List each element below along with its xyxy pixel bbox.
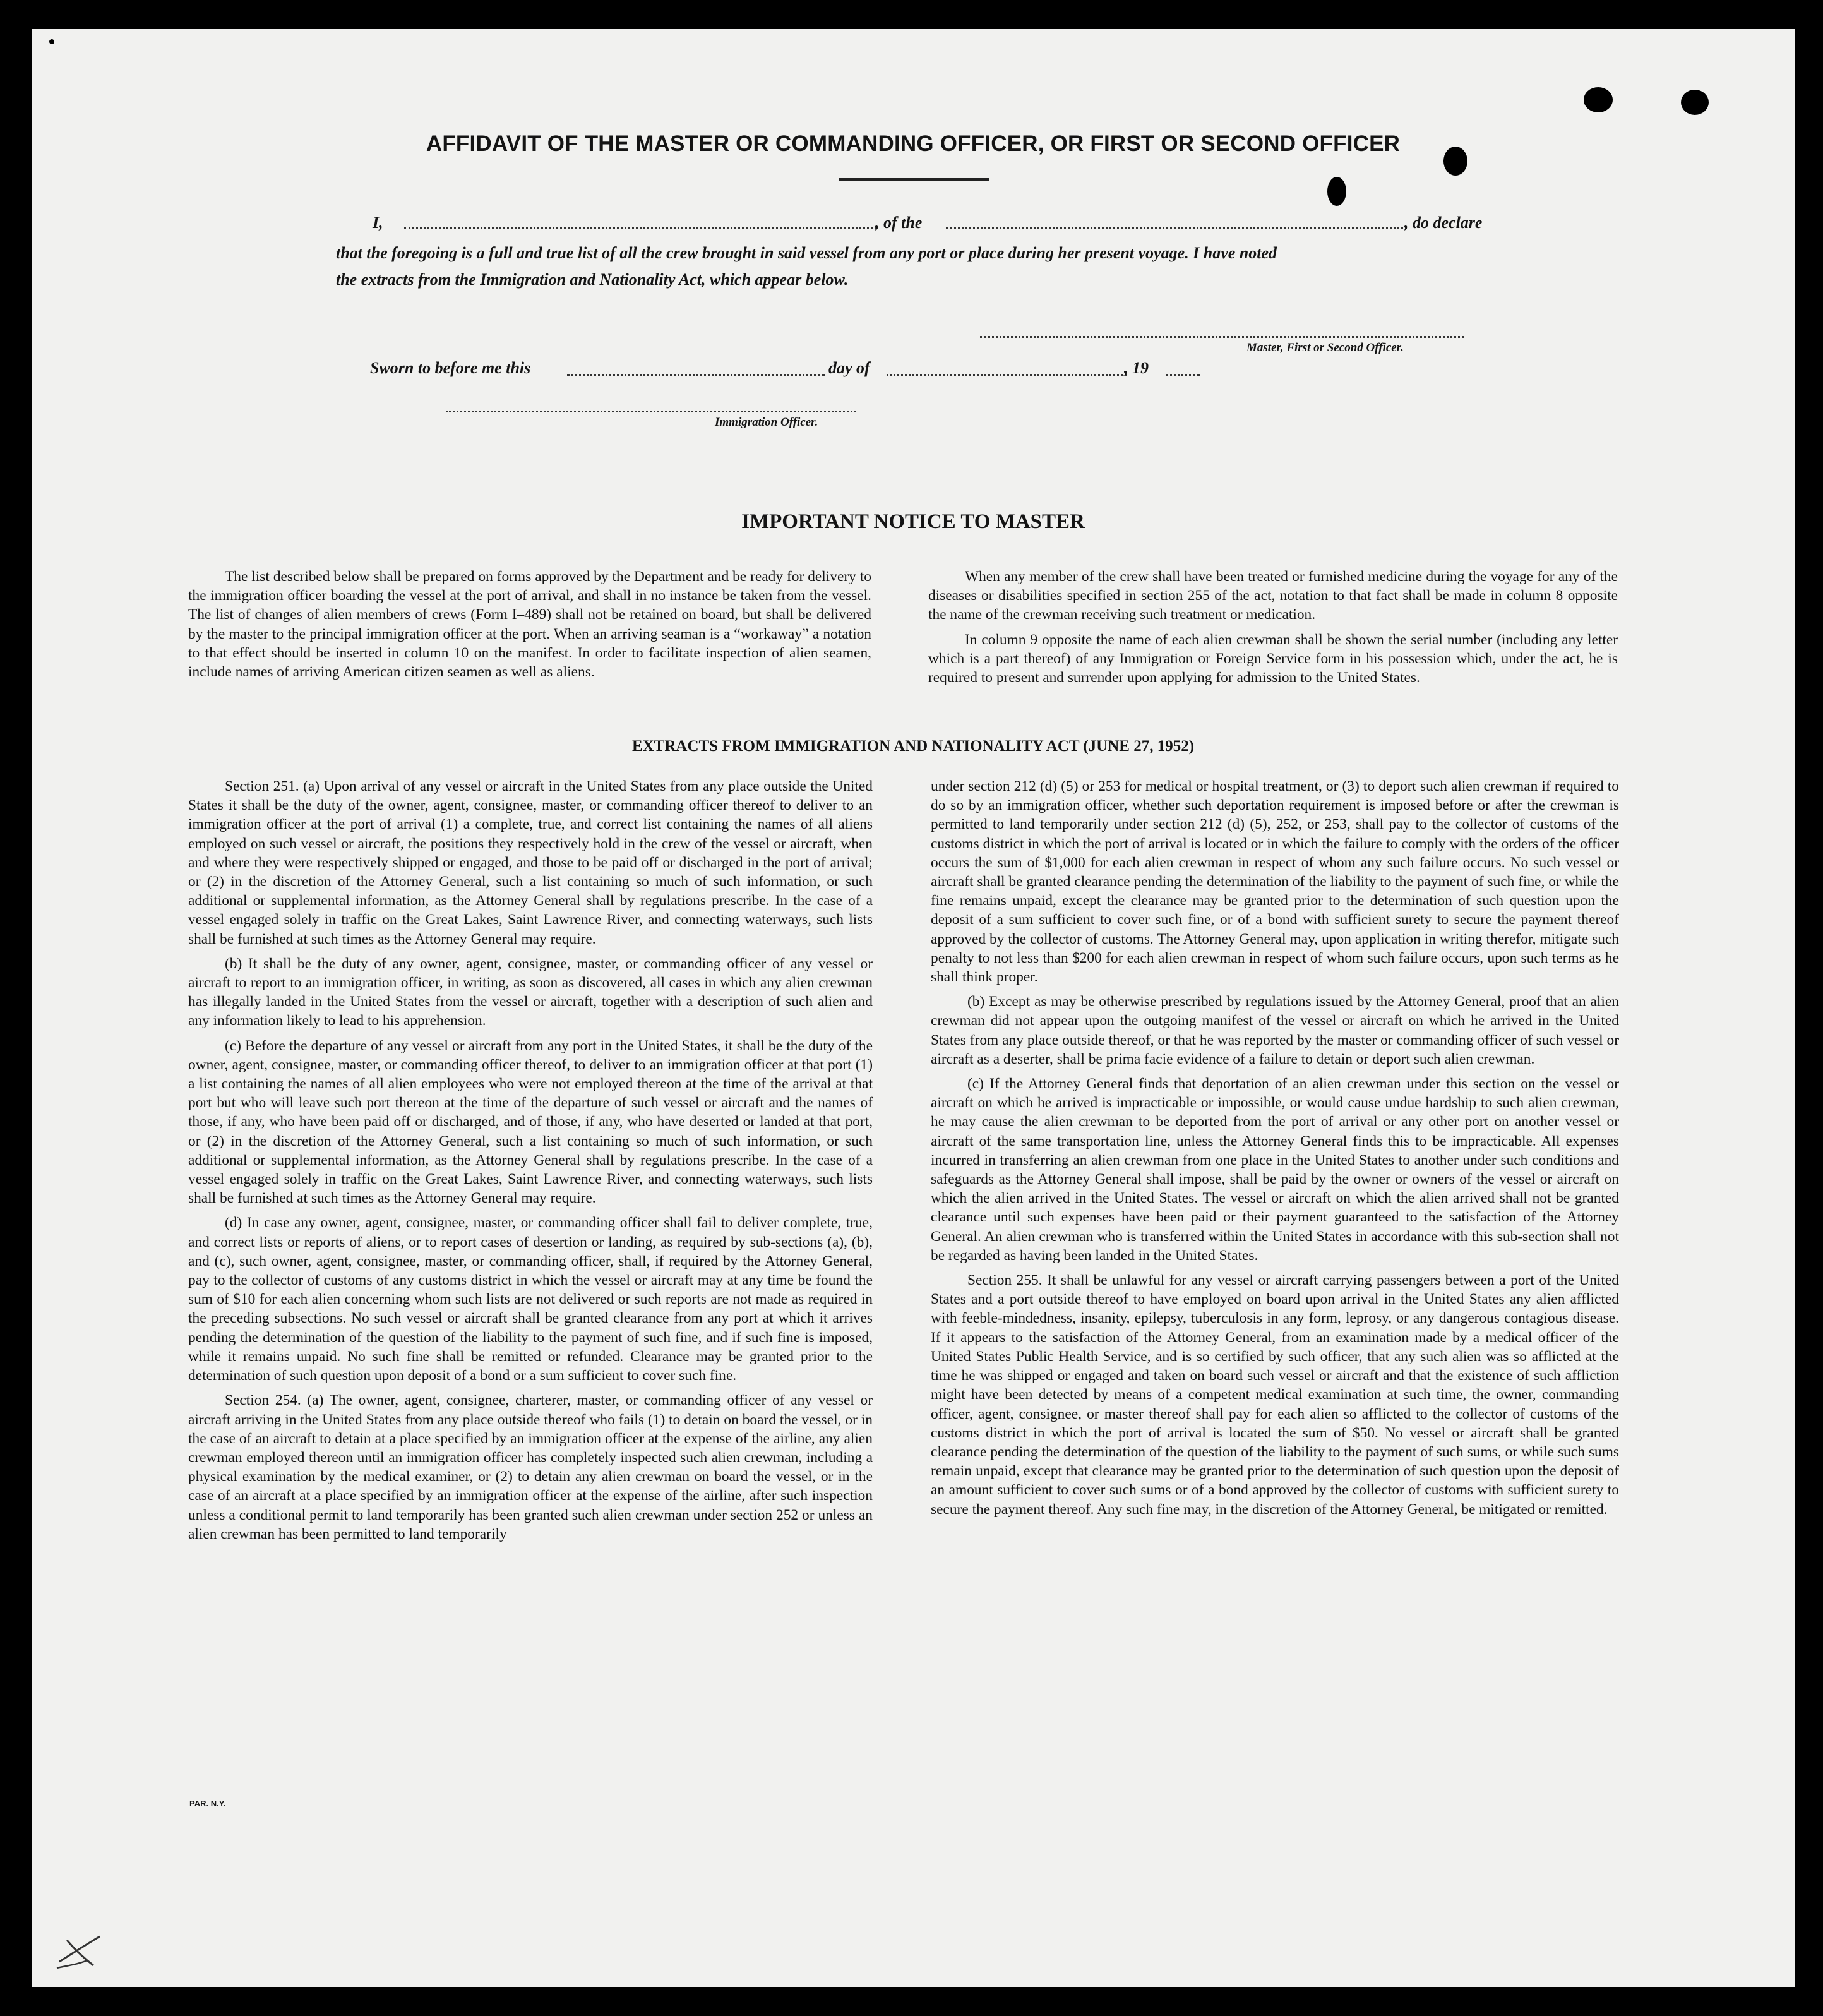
section-paragraph: Section 251. (a) Upon arrival of any vessel or aircraft in the United States from any place outside the United States it shall be the duty of the owner, agent, consignee, master, or commanding officer thereof to deliver to an immigration officer at the port of arrival (1) a complete, true, and correct list containing the names of all aliens employed on such vessel or aircraft, the positions they respectively hold in the crew of the vessel or aircraft, when and where they were respectively shipped or engaged, and those to be paid off or discharged in the port of arrival; or (2) in the discretion of the Attorney General, such a list containing so much of such information, or such additional or supplemental information, as the Attorney General shall by regulations prescribe. In the case of a vessel engaged solely in traffic on the Great Lakes, Saint Lawrence River, and connecting waterways, such lists shall be furnished at such times as the Attorney General may require.	[188, 778, 873, 947]
handwritten-x-mark	[56, 1933, 106, 1971]
year-field-line[interactable]	[1166, 374, 1200, 376]
name-field-line[interactable]	[404, 227, 876, 229]
punch-hole-right	[1681, 90, 1709, 115]
sworn-day-line[interactable]	[567, 374, 825, 376]
printer-mark: PAR. N.Y.	[189, 1799, 226, 1808]
immigration-officer-line[interactable]	[446, 411, 856, 412]
title-underline	[839, 178, 989, 181]
year-label: , 19	[1124, 359, 1149, 377]
master-signature-line[interactable]	[980, 336, 1464, 338]
immigration-officer-caption: Immigration Officer.	[715, 416, 818, 429]
notice-title: IMPORTANT NOTICE TO MASTER	[741, 510, 1085, 533]
notice-paragraph: The list described below shall be prepared on forms approved by the Department and be ready for delivery to the immigration officer boarding the vessel at the port of arrival, and shall in no instance be taken from the vessel. The list of changes of alien members of crews (Form I–489) shall not be retained on board, but shall be delivered by the master to the principal immigration officer at the port. When an arriving seaman is a “workaway” a notation to that effect should be inserted in column 10 on the manifest. In order to facilitate inspection of alien seamen, include names of arriving American citizen seamen as well as aliens.	[188, 568, 871, 681]
section-paragraph: (b) Except as may be otherwise prescribed by regulations issued by the Attorney General, proof that an alien crewman did not appear upon the outgoing manifest of the vessel or aircraft on which he arrived in the United States from any place outside thereof, or that he was reported by the master or commanding officer of such vessel or aircraft as a deserter, shall be prima facie evidence of a failure to detain or deport such alien crewman.	[931, 993, 1619, 1067]
section-paragraph: (c) If the Attorney General finds that deportation of an alien crewman under this section on the vessel or aircraft on which he arrived is impracticable or impossible, or would cause undue hardship to such alien crewman, he may cause the alien crewman to be deported from the port of arrival or any other port on another vessel or aircraft of the same transportation line, unless the Attorney General finds this to be impracticable. All expenses incurred in transferring an alien crewman from one place in the United States to another under such conditions and safeguards as the Attorney General shall impose, shall be paid by the owner or owners of the vessel or aircraft on which the alien arrived in the United States. The vessel or aircraft on which the alien arrived shall not be granted clearance until such expenses have been paid or their payment guaranteed to the satisfaction of the Attorney General. An alien crewman who is transferred within the United States in accordance with this sub-section shall not be regarded as having been landed in the United States.	[931, 1076, 1619, 1264]
extracts-right-column	[931, 777, 1619, 1525]
affidavit-title: AFFIDAVIT OF THE MASTER OR COMMANDING OFFICER, OR FIRST OR SECOND OFFICER	[426, 131, 1401, 156]
notice-right-column	[928, 567, 1618, 693]
ink-blot	[1327, 177, 1346, 206]
section-paragraph: (b) It shall be the duty of any owner, agent, consignee, master, or commanding officer of any vessel or aircraft to report to an immigration officer, in writing, as soon as discovered, all cases in which any alien crewman has illegally landed in the United States from the vessel or aircraft, together with a description of such alien and any information likely to lead to his apprehension.	[188, 955, 873, 1029]
sworn-label: Sworn to before me this	[370, 359, 531, 377]
sworn-month-line[interactable]	[887, 374, 1127, 376]
section-paragraph: Section 255. It shall be unlawful for any vessel or aircraft carrying passengers between a port of the United States and a port outside thereof to have employed on board upon arrival in the United States any alien afflicted with feeble-mindedness, insanity, epilepsy, tuberculosis in any form, leprosy, or any dangerous contagious disease. If it appears to the satisfaction of the Attorney General, from an examination made by a medical officer of the United States Public Health Service, and is so certified by such officer, that any such alien was so afflicted at the time he was shipped or engaged and taken on board such vessel or aircraft and that the existence of such affliction might have been detected by means of a competent medical examination at such time, the owner, commanding officer, agent, consignee, or master thereof shall pay for each alien so afflicted to the collector of customs of the customs district in which the port of arrival is located the sum of $50. No vessel or aircraft shall be granted clearance pending the determination of the question of the liability to the payment of such sums, or while such sums remain unpaid, except that clearance may be granted prior to the determination of such question upon the deposit of an amount sufficient to cover such sums or of a bond approved by the collector of customs with sufficient surety to secure the payment thereof. Any such fine may, in the discretion of the Attorney General, be mitigated or remitted.	[931, 1272, 1619, 1518]
section-paragraph: Section 254. (a) The owner, agent, consignee, charterer, master, or commanding officer of any vessel or aircraft arriving in the United States from any place outside thereof who fails (1) to detain on board the vessel, or in the case of an aircraft to detain at a place specified by an immigration officer at the expense of the airline, any alien crewman employed thereon until an immigration officer has completely inspected such alien crewman, including a physical examination by the medical examiner, or (2) to detain any alien crewman on board the vessel, or in the case of an aircraft at a place specified by an immigration officer at the expense of the airline, after such inspection unless a conditional permit to land temporarily has been granted such alien crewman under section 252 or unless an alien crewman has been permitted to land temporarily	[188, 1392, 873, 1542]
i-label: I,	[373, 213, 383, 232]
corner-speck	[49, 39, 54, 44]
section-paragraph: (c) Before the departure of any vessel or aircraft from any port in the United States, it shall be the duty of the owner, agent, consignee, master, or commanding officer thereof, to deliver to an immigration officer at that port (1) a list containing the names of all alien employees who were not employed thereon at the time of the arrival at that port but who will leave such port thereon at the time of the departure of such vessel or aircraft and the names of those, if any, who have been paid off or discharged, and of those, if any, who have deserted or landed at that port, or (2) in the discretion of the Attorney General, such a list containing so much of such information, or such additional or supplemental information, as the Attorney General shall by regulations prescribe. In the case of a vessel engaged solely in traffic on the Great Lakes, Saint Lawrence River, and connecting waterways, such lists shall be furnished at such times as the Attorney General may require.	[188, 1037, 873, 1207]
section-paragraph: (d) In case any owner, agent, consignee, master, or commanding officer shall fail to deliver complete, true, and correct lists or reports of aliens, or to report cases of desertion or landing, as required by sub-sections (a), (b), and (c), such owner, agent, consignee, master, or commanding officer, shall, if required by the Attorney General, pay to the collector of customs of any customs district in which the vessel or aircraft may at any time be found the sum of $10 for each alien concerning whom such lists are not delivered or such reports are not made as required in the preceding subsections. No such vessel or aircraft shall be granted clearance from any port at which it arrives pending the determination of the question of the liability to the payment of such fine, and if such fine is imposed, while it remains unpaid. No such fine shall be remitted or refunded. Clearance may be granted prior to the determination of such question upon deposit of a bond or a sum sufficient to cover such fine.	[188, 1215, 873, 1384]
form-page	[32, 29, 1795, 1987]
do-declare-label: , do declare	[1404, 213, 1483, 232]
notice-paragraph: In column 9 opposite the name of each alien crewman shall be shown the serial number (including any letter which is a part thereof) of any Immigration or Foreign Service form in his possession which, under the act, he is required to present and surrender upon applying for admission to the United States.	[928, 631, 1618, 687]
of-the-label: , of the	[875, 213, 923, 232]
master-signature-caption: Master, First or Second Officer.	[1246, 341, 1404, 354]
declaration-line-1: that the foregoing is a full and true list of all the crew brought in said vessel from any port or place during her present voyage. I have noted	[336, 244, 1277, 262]
notice-paragraph: When any member of the crew shall have been treated or furnished medicine during the voyage for any of the diseases or disabilities specified in section 255 of the act, notation to that fact shall be made in column 8 opposite the name of the crewman receiving such treatment or medication.	[928, 568, 1618, 623]
section-paragraph: under section 212 (d) (5) or 253 for medical or hospital treatment, or (3) to deport such alien crewman if required to do so by an immigration officer, whether such deportation requirement is imposed before or after the crewman is permitted to land temporarily under section 212 (d) (5), 252, or 253, shall pay to the collector of customs of the customs district in which the port of arrival is located or in which the failure to comply with the orders of the officer occurs the sum of $1,000 for each alien crewman in respect of whom any such failure occurs. No such vessel or aircraft shall be granted clearance pending the determination of the liability to the payment of such fine, or while the fine remains unpaid, except the clearance may be granted prior to the determination of such question upon the deposit of a sum sufficient to cover such fine, or of a bond with sufficient surety to secure the payment thereof approved by the collector of customs. The Attorney General may, upon application in writing therefor, mitigate such penalty to not less than $200 for each alien crewman in respect of whom such failure occurs, upon such terms as he shall think proper.	[931, 778, 1619, 986]
vessel-field-line[interactable]	[946, 227, 1407, 229]
extracts-left-column	[188, 777, 873, 1549]
day-of-label: day of	[828, 359, 870, 377]
extracts-title: EXTRACTS FROM IMMIGRATION AND NATIONALITY ACT (JUNE 27, 1952)	[631, 738, 1195, 755]
declaration-line-2: the extracts from the Immigration and Nationality Act, which appear below.	[336, 270, 849, 289]
notice-left-column	[188, 567, 871, 687]
punch-hole-left	[1584, 87, 1613, 112]
